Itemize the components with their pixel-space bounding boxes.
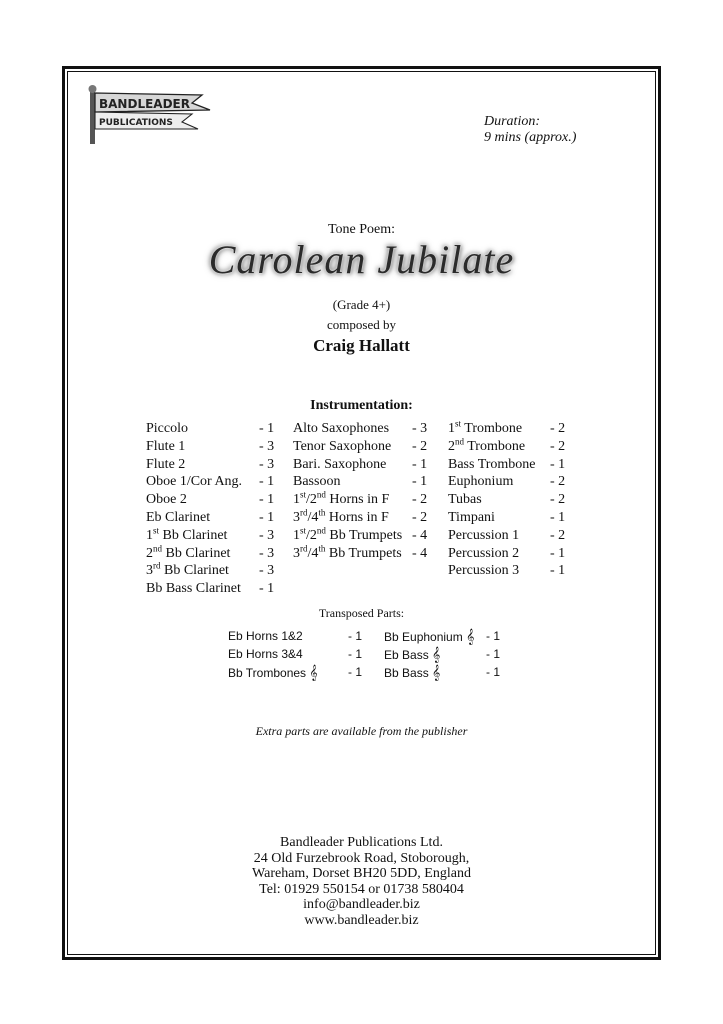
instrument-name: Tenor Saxophone [293,438,392,454]
instrument-name: Bass Trombone [448,456,536,472]
instrumentation-heading: Instrumentation: [310,398,413,413]
flag-logo-icon [80,84,215,146]
transposed-name: Bb Trombones 𝄞 [228,665,318,681]
ordinal-suffix: st [300,489,307,500]
transposed-name: Eb Bass 𝄞 [384,647,441,663]
instrument-count: - 4 [412,527,428,543]
grade: (Grade 4+) [332,297,391,312]
instrument-name: Bari. Saxophone [293,456,387,472]
duration-block [484,114,576,146]
instrument-count: - 3 [259,527,275,543]
ordinal-suffix: st [153,525,160,536]
instrument-count: - 2 [412,438,428,454]
instrument-count: - 2 [550,438,566,454]
transposed-count: - 1 [348,665,363,679]
publisher-address-1: 24 Old Furzebrook Road, Stoborough, [253,850,470,866]
instrument-count: - 1 [259,492,275,508]
svg-text:PUBLICATIONS: PUBLICATIONS [99,118,173,128]
transposed-count: - 1 [348,647,363,661]
duration-label: Duration: [484,114,540,129]
transposed-count: - 1 [486,665,501,679]
ordinal-suffix: th [318,507,326,518]
page-title: Carolean Jubilate [208,237,515,282]
instrument-name: Tubas [448,492,482,508]
transposed-name: Bb Euphonium 𝄞 [384,629,475,645]
instrument-count: - 3 [412,421,428,436]
instrument-name: Bassoon [293,474,341,490]
transposed-name: Bb Bass 𝄞 [384,665,441,681]
instrument-name: 1st Trombone [448,418,523,436]
instrument-name: 3rd/4th Bb Trumpets [293,542,402,561]
ordinal-suffix: th [318,542,326,553]
treble-clef-icon: 𝄞 [466,629,475,645]
instrument-count: - 1 [550,456,566,472]
treble-clef-icon: 𝄞 [309,665,318,681]
instrument-count: - 1 [412,456,428,472]
ordinal-suffix: nd [455,436,464,447]
instrument-count: - 3 [259,456,275,472]
transposed-count: - 1 [348,629,363,643]
publisher-tel: Tel: 01929 550154 or 01738 580404 [259,881,464,897]
svg-text:BANDLEADER: BANDLEADER [99,97,190,111]
work-type: Tone Poem: [327,222,396,237]
instrument-name: Percussion 1 [448,527,520,543]
bandleader-logo [80,84,215,146]
instrument-count: - 3 [259,563,275,579]
instrument-name: Oboe 2 [146,492,187,508]
publisher-email[interactable]: info@bandleader.biz [303,897,420,913]
transposed-heading: Transposed Parts: [318,606,405,620]
transposed-name: Eb Horns 1&2 [228,629,303,643]
instrument-name: 1st/2nd Bb Trumpets [293,525,403,543]
instrument-count: - 2 [412,510,428,525]
publisher-name: Bandleader Publications Ltd. [280,835,443,850]
composed-by: composed by [327,317,396,332]
ordinal-suffix: rd [300,507,308,518]
publisher-web[interactable]: www.bandleader.biz [304,912,419,928]
instrument-count: - 1 [259,474,275,490]
instrument-name: Alto Saxophones [293,421,390,436]
instrument-name: Flute 2 [146,456,186,472]
instrument-count: - 2 [412,492,428,508]
instrument-name: Flute 1 [146,438,186,454]
transposed-name: Eb Horns 3&4 [228,647,303,661]
instrument-count: - 1 [259,581,275,597]
instrument-name: 2nd Trombone [448,436,526,454]
publisher-block [0,835,723,929]
instrument-name: Eb Clarinet [146,510,211,525]
instrument-name: Piccolo [146,421,188,436]
transposed-count: - 1 [486,629,501,643]
instrument-name: Bb Bass Clarinet [146,581,241,597]
instrument-name: 1st/2nd Horns in F [293,489,390,508]
instrument-name: Percussion 2 [448,545,520,561]
extra-parts-note: Extra parts are available from the publisher [255,724,468,738]
instrument-count: - 1 [259,421,275,436]
ordinal-suffix: rd [300,542,308,553]
ordinal-suffix: nd [153,542,162,553]
instrument-name: 2nd Bb Clarinet [146,542,231,561]
ordinal-suffix: nd [316,489,326,500]
instrument-count: - 3 [259,438,275,454]
instrument-count: - 1 [412,474,428,490]
transposed-count: - 1 [486,647,501,661]
publisher-address-2: Wareham, Dorset BH20 5DD, England [252,866,471,882]
instrument-count: - 2 [550,421,566,436]
ordinal-suffix: rd [153,560,161,571]
instrument-count: - 1 [550,510,566,525]
composer-name: Craig Hallatt [313,336,410,355]
ordinal-suffix: nd [316,525,326,536]
instrument-name: 3rd Bb Clarinet [146,560,229,579]
duration-value: 9 mins (approx.) [484,130,577,145]
instrument-name: 3rd/4th Horns in F [293,507,389,525]
instrument-name: 1st Bb Clarinet [146,525,228,543]
ordinal-suffix: st [455,418,462,429]
instrument-count: - 2 [550,492,566,508]
ordinal-suffix: st [300,525,307,536]
instrument-count: - 1 [550,545,566,561]
instrument-name: Timpani [448,510,495,525]
instrument-count: - 4 [412,545,428,561]
instrument-count: - 1 [550,563,566,579]
instrument-name: Euphonium [448,474,514,490]
treble-clef-icon: 𝄞 [432,647,441,663]
instrument-count: - 2 [550,474,566,490]
instrument-name: Oboe 1/Cor Ang. [146,474,243,490]
instrument-name: Percussion 3 [448,563,520,579]
treble-clef-icon: 𝄞 [432,665,441,681]
instrument-count: - 1 [259,510,275,525]
instrument-count: - 3 [259,545,275,561]
instrument-count: - 2 [550,527,566,543]
